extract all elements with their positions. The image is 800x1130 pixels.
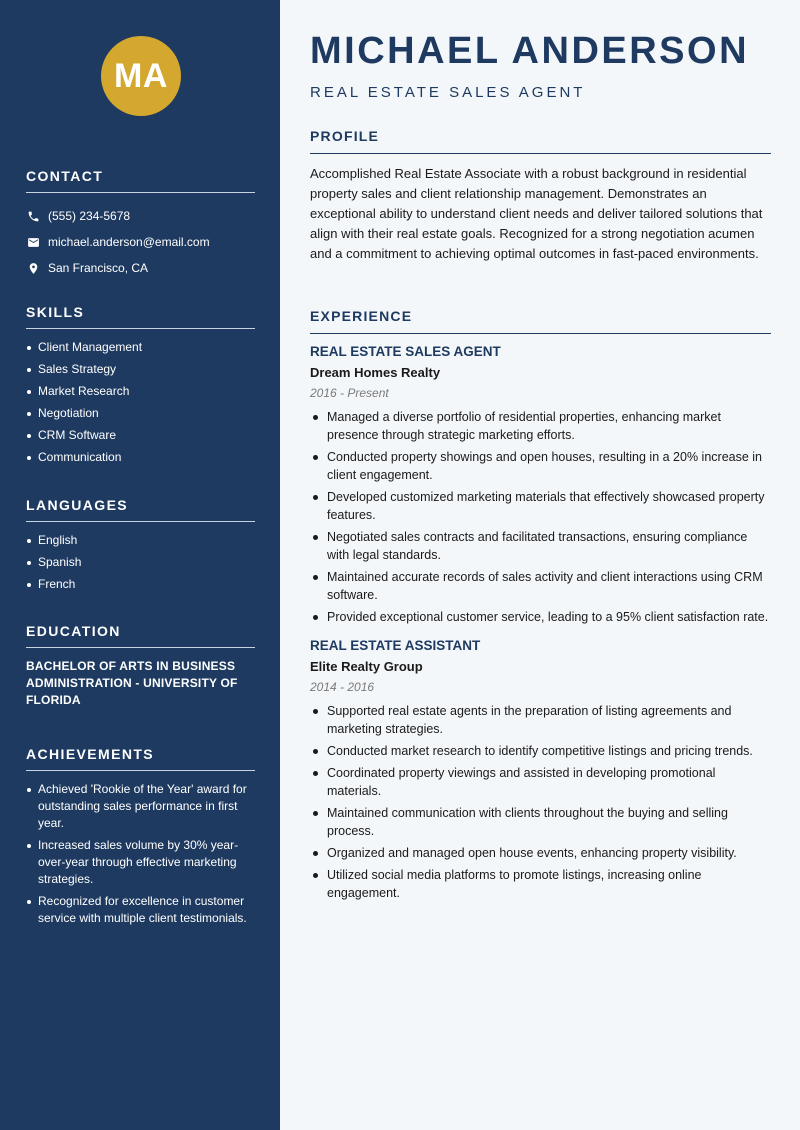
job-dates: 2014 - 2016 xyxy=(310,680,375,694)
job-bullet: Conducted property showings and open houses, resulting in a 20% increase in client engagement. xyxy=(310,448,771,484)
skills-section xyxy=(26,304,255,471)
job-dates: 2016 - Present xyxy=(310,386,389,400)
language-item: Spanish xyxy=(26,554,255,571)
job-bullet: Coordinated property viewings and assisted in developing promotional materials. xyxy=(310,764,771,800)
contact-section xyxy=(26,168,255,281)
phone-text: (555) 234-5678 xyxy=(48,209,131,223)
experience-heading: EXPERIENCE xyxy=(310,308,771,334)
achievements-section xyxy=(26,746,255,932)
contact-heading: CONTACT xyxy=(26,168,255,193)
skill-item: Negotiation xyxy=(26,405,255,422)
avatar xyxy=(101,36,181,116)
job-bullet: Utilized social media platforms to promote listings, increasing online engagement. xyxy=(310,866,771,902)
languages-section xyxy=(26,497,255,598)
achievement-item: Increased sales volume by 30% year-over-year through effective marketing strategies. xyxy=(26,837,255,888)
skill-item: Client Management xyxy=(26,339,255,356)
profile-summary: Accomplished Real Estate Associate with a robust background in residential property sales and client relationship management. Demonstrates an exceptional ability to understand client needs and deliver tailored solutions that align with their real estate goals. Recognized for a strong negotiation acumen and a commitment to achieving optimal outcomes in fast-paced environments. xyxy=(310,166,763,261)
job-bullet: Negotiated sales contracts and facilitated transactions, ensuring compliance with legal standards. xyxy=(310,528,771,564)
job-bullet: Maintained communication with clients throughout the buying and selling process. xyxy=(310,804,771,840)
job-bullet: Supported real estate agents in the preparation of listing agreements and marketing strategies. xyxy=(310,702,771,738)
achievement-item: Achieved 'Rookie of the Year' award for outstanding sales performance in first year. xyxy=(26,781,255,832)
candidate-name: MICHAEL ANDERSON xyxy=(310,30,750,72)
contact-phone xyxy=(26,203,255,229)
skill-item: Communication xyxy=(26,449,255,466)
language-item: French xyxy=(26,576,255,593)
job-bullet: Developed customized marketing materials that effectively showcased property features. xyxy=(310,488,771,524)
location-text: San Francisco, CA xyxy=(48,261,149,275)
job-bullet: Organized and managed open house events, enhancing property visibility. xyxy=(310,844,771,862)
education-heading: EDUCATION xyxy=(26,623,255,648)
candidate-role: REAL ESTATE SALES AGENT xyxy=(310,84,586,101)
skill-item: Sales Strategy xyxy=(26,361,255,378)
company-name: Elite Realty Group xyxy=(310,659,423,674)
job-bullet: Maintained accurate records of sales activity and client interactions using CRM software. xyxy=(310,568,771,604)
email-text: michael.anderson@email.com xyxy=(48,235,210,249)
skill-item: Market Research xyxy=(26,383,255,400)
experience-section xyxy=(310,308,771,906)
main-content xyxy=(280,0,800,1130)
email-icon xyxy=(26,235,40,249)
contact-location xyxy=(26,255,255,281)
education-degree: BACHELOR OF ARTS IN BUSINESS ADMINISTRATION - UNIVERSITY OF FLORIDA xyxy=(26,659,238,707)
skill-item: CRM Software xyxy=(26,427,255,444)
location-icon xyxy=(26,261,40,275)
languages-heading: LANGUAGES xyxy=(26,497,255,522)
job-entry xyxy=(310,344,771,626)
phone-icon xyxy=(26,209,40,223)
contact-email xyxy=(26,229,255,255)
company-name: Dream Homes Realty xyxy=(310,365,441,380)
job-bullet: Managed a diverse portfolio of residential properties, enhancing market presence through strategic marketing efforts. xyxy=(310,408,771,444)
language-item: English xyxy=(26,532,255,549)
job-title: REAL ESTATE SALES AGENT xyxy=(310,344,501,359)
achievements-heading: ACHIEVEMENTS xyxy=(26,746,255,771)
job-entry xyxy=(310,638,771,902)
job-title: REAL ESTATE ASSISTANT xyxy=(310,638,481,653)
profile-section xyxy=(310,128,771,264)
job-bullet: Conducted market research to identify competitive listings and pricing trends. xyxy=(310,742,771,760)
profile-heading: PROFILE xyxy=(310,128,771,154)
education-section xyxy=(26,623,255,709)
skills-heading: SKILLS xyxy=(26,304,255,329)
sidebar xyxy=(0,0,280,1130)
job-bullet: Provided exceptional customer service, leading to a 95% client satisfaction rate. xyxy=(310,608,771,626)
avatar-initials: MA xyxy=(114,56,168,95)
achievement-item: Recognized for excellence in customer service with multiple client testimonials. xyxy=(26,893,255,927)
